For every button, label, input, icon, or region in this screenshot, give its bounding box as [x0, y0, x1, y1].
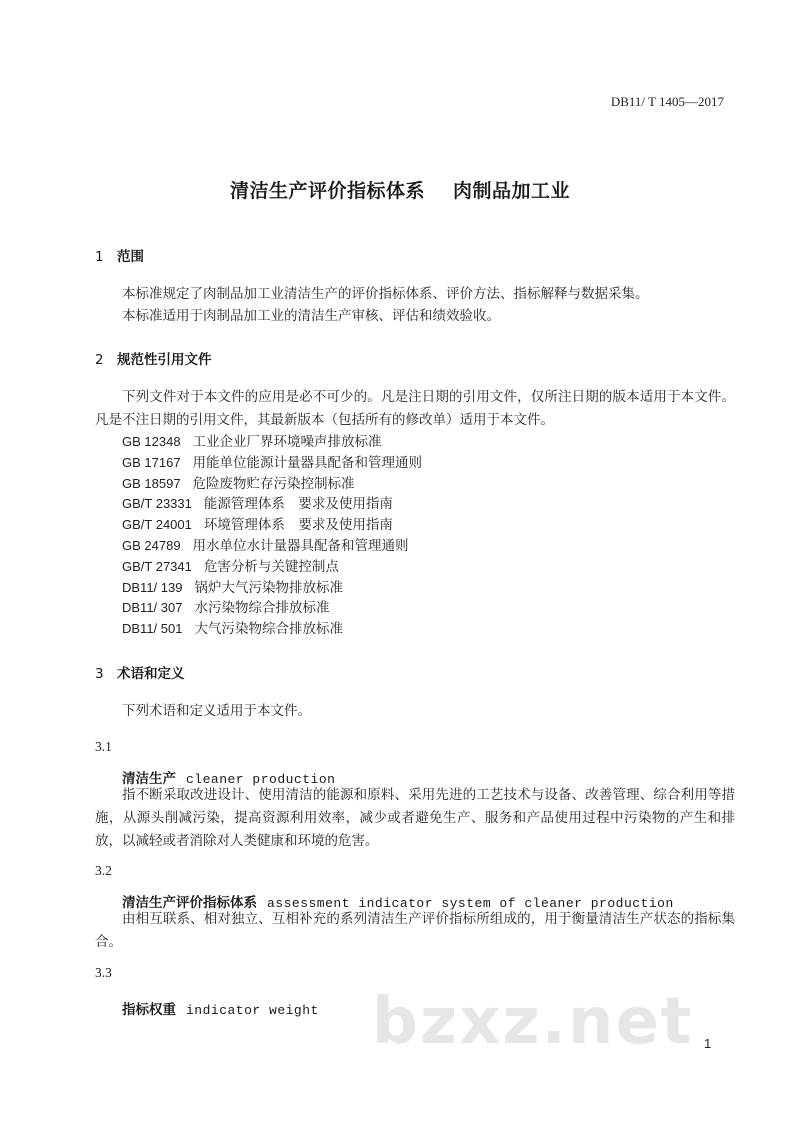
reference-code: DB11/ 139 [122, 579, 183, 595]
term-english: indicator weight [186, 1003, 319, 1018]
reference-code: DB11/ 501 [122, 621, 183, 637]
reference-code: GB 24789 [122, 537, 181, 553]
section-title: 范围 [117, 249, 144, 265]
reference-title: 用能单位能源计量器具配备和管理通则 [192, 454, 423, 471]
section-heading-scope [95, 245, 144, 265]
term-chinese: 清洁生产 [122, 771, 176, 787]
section-title: 规范性引用文件 [117, 352, 212, 368]
reference-item [122, 557, 422, 578]
page-number: 1 [704, 1036, 712, 1051]
reference-item [122, 474, 422, 495]
clause-number: 3.2 [95, 863, 112, 878]
reference-code: GB 17167 [122, 454, 181, 470]
section-heading-references [95, 348, 212, 368]
reference-code: GB/T 27341 [122, 558, 192, 574]
reference-item [122, 619, 422, 640]
section-number: 2 [95, 352, 104, 368]
reference-title: 大气污染物综合排放标准 [194, 621, 343, 638]
reference-code: DB11/ 307 [122, 600, 183, 616]
reference-item [122, 432, 422, 453]
reference-code: GB/T 24001 [122, 517, 192, 533]
reference-item [122, 494, 422, 515]
reference-item [122, 536, 422, 557]
reference-title: 水污染物综合排放标准 [194, 600, 330, 617]
reference-list [122, 432, 422, 640]
terms-intro: 下列术语和定义适用于本文件。 [122, 703, 311, 719]
clause-number: 3.3 [95, 965, 112, 980]
term-entry [122, 998, 319, 1018]
references-intro: 下列文件对于本文件的应用是必不可少的。凡是注日期的引用文件，仅所注日期的版本适用于本文件。凡是不注日期的引用文件，其最新版本（包括所有的修改单）适用于本文件。 [95, 389, 735, 428]
watermark: bzxz.net [372, 985, 694, 1059]
reference-code: GB/T 23331 [122, 496, 192, 512]
term-chinese: 指标权重 [122, 1002, 176, 1018]
reference-title: 锅炉大气污染物排放标准 [194, 579, 343, 596]
reference-item [122, 578, 422, 599]
term-chinese: 清洁生产评价指标体系 [122, 895, 257, 911]
section-heading-terms [95, 662, 185, 682]
document-title [0, 176, 800, 203]
reference-item [122, 453, 422, 474]
title-part-1: 清洁生产评价指标体系 [229, 180, 425, 202]
reference-title: 危害分析与关键控制点 [203, 558, 339, 575]
clause-number: 3.1 [95, 739, 112, 754]
reference-title: 用水单位水计量器具配备和管理通则 [192, 537, 409, 554]
section-title: 术语和定义 [117, 666, 185, 682]
term-definition: 指不断采取改进设计、使用清洁的能源和原料、采用先进的工艺技术与设备、改善管理、综合利用等措施，从源头削减污染，提高资源利用效率，减少或者避免生产、服务和产品使用过程中污染物的产生和排放，以减轻或者消除对人类健康和环境的危害。 [95, 787, 735, 849]
scope-paragraph-1: 本标准规定了肉制品加工业清洁生产的评价指标体系、评价方法、指标解释与数据采集。 [122, 286, 649, 302]
reference-title: 危险废物贮存污染控制标准 [192, 475, 355, 492]
term-english: cleaner production [186, 772, 336, 787]
title-part-2: 肉制品加工业 [453, 180, 571, 202]
reference-title: 工业企业厂界环境噪声排放标准 [192, 434, 382, 450]
reference-item [122, 598, 422, 619]
scope-paragraph-2: 本标准适用于肉制品加工业的清洁生产审核、评估和绩效验收。 [122, 308, 500, 324]
section-number: 3 [95, 666, 104, 682]
standard-code: DB11/ T 1405—2017 [610, 94, 724, 109]
section-number: 1 [95, 249, 104, 265]
reference-code: GB 18597 [122, 475, 181, 491]
reference-item [122, 515, 422, 536]
term-english: assessment indicator system of cleaner production [267, 896, 674, 911]
reference-title: 能源管理体系 要求及使用指南 [203, 496, 393, 513]
term-definition: 由相互联系、相对独立、互相补充的系列清洁生产评价指标所组成的，用于衡量清洁生产状态的指标集合。 [95, 911, 735, 950]
reference-title: 环境管理体系 要求及使用指南 [203, 517, 393, 534]
reference-code: GB 12348 [122, 434, 181, 449]
